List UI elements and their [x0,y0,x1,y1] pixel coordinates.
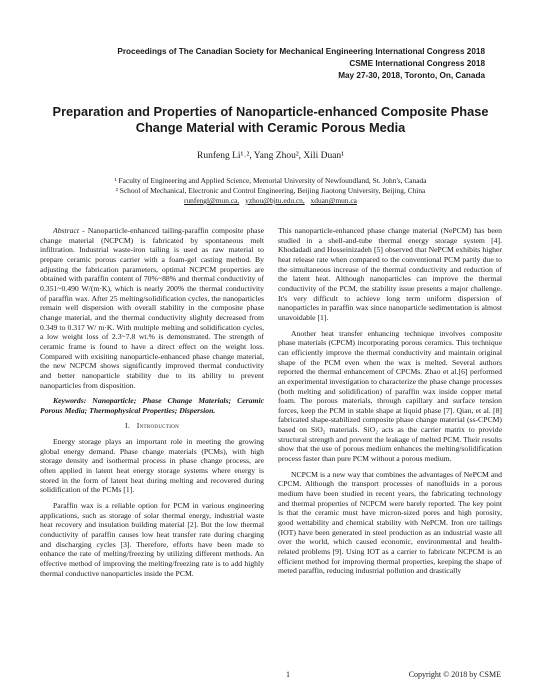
abstract [40,226,264,390]
body-paragraph: Another heat transfer enhancing technique involves composite phase materials (CPCM) incorporating porous ceramics. This technique can efficiently improve the thermal conductivity and maintain original shape of the PCM even when the wax is melted. Several authors reported the thermal enhancement of CPCMs. Zhao et al.[6] performed an experimental investigation to characterize the phase change processes (both melting and solidification) of paraffin wax inside copper metal foam. The porous materials, through capillary and surface tension forces, keep the PCM in stable shape at liquid phase [7]. Qian, et al. [8] fabricated shape-stabilized composite phase change material (ss-CPCM) based on SiO₂ materials. SiO₂ acts as the carrier matrix to provide structural strength and prevent the leakage of melted PCM. Their results show that the use of porous medium enhances the melting/solidification process faster than pure PCM without a porous medium. [278,328,502,464]
right-column [278,226,502,582]
body-paragraph: This nanoparticle-enhanced phase change material (NePCM) has been studied in a shell-and-tube thermal energy storage system [4]. Khodadadi and Hosseinizadeh [5] observed that NePCM exhibits higher heat release rate when compared to the conventional PCM partly due to the simultaneous increase of the thermal conductivity and reduction of the latent heat. Although nanoparticles can improve the thermal conductivity of the PCM, the stability issue presents a major challenge. It's very difficult to achieve long term uniform dispersion of nanoparticles in paraffin wax since nanoparticle sedimentation is almost unavoidable [1]. [278,226,502,322]
copyright-notice: Copyright © 2018 by CSME [408,670,501,679]
body-paragraph: Energy storage plays an important role in meeting the growing global energy demand. Phase change materials (PCMs), with high storage density and isothermal process in phase change process, are often applied in latent heat energy storage systems where energy is stored in the form of latent heat during melting and recovered during solidification of the PCMs [1]. [40,437,264,495]
section-title: Introduction [136,421,180,431]
section-numeral: I. [124,421,131,431]
email-link[interactable]: runfengl@mun.ca, [184,196,240,205]
page-number: 1 [286,670,290,679]
conference-date-line: May 27-30, 2018, Toronto, On, Canada [338,71,485,80]
email-list [30,196,511,206]
keywords-label: Keywords: [53,396,87,406]
paper-title: Preparation and Properties of Nanoparticle-enhanced Composite Phase Change Material with Ceramic Porous Media [52,104,489,135]
author-list: Runfeng Li¹˒², Yang Zhou², Xili Duan¹ [196,151,345,161]
keywords [40,396,264,415]
body-paragraph: NCPCM is a new way that combines the advantages of NePCM and CPCM. Although the transport processes of nanofluids in a porous medium have been studied in recent years, the fabricating technology and thermal properties of NCPCM were barely reported. The key point is that the ceramic must have micron-sized pores and high porosity, good wettability and chemical stability with NePCM. Iron ore tailings (IOT) have been generated in steel production as an industrial waste all over the world, which caused economic, environmental and health-related problems [9]. Using IOT as a carrier to fabricate NCPCM is an efficient method for improving thermal properties, keeping the shape of meted paraffin, reducing industrial pollution and drastically [278,469,502,576]
section-heading-introduction [40,421,264,431]
abstract-text: - Nanoparticle-enhanced tailing-paraffin composite phase change material (NCPCM) is fabricated by spontaneous melt infiltration. Industrial waste-iron tailing is used as raw material to prepare ceramic porous carrier with a foam-gel casting method. By adjusting the fabrication parameters, optimal NCPCM properties are obtained with paraffin content of 70%~88% and thermal conductivity of 0.351~0.490 W/(m·K), which is nearly 200% the thermal conductivity of paraffin wax. After 25 melting/solidification cycles, the nanoparticles remain well dispersion with overall stability in the composite phase change material, and the thermal conductivity slightly decreased from 0.349 to 0.317 W/ m·K. With multiple melting and solidification cycles, a low weight loss of 2.3~7.8 wt.% is demonstrated. The strength of ceramic frame is found to have a direct effect on the weight loss. Compared with exisiting nanoparticle-enhanced phase change material, the new NCPCM shows significantly improved thermal conductivity and better nanoparticle stability due to its ability to prevent nanoparticles from disposition. [40,226,264,390]
left-column [40,226,264,584]
affiliations [30,176,511,206]
keywords-text: Nanoparticle; Phase Change Materials; Ceramic Porous Media; Thermophysical Properties; Dispersion. [40,396,264,415]
conference-header [117,46,485,82]
conference-proceedings-line: Proceedings of The Canadian Society for Mechanical Engineering International Congress 2018 [117,47,485,56]
email-link[interactable]: yzhou@bjtu.edu.cn, [245,196,305,205]
email-link[interactable]: xduan@mun.ca [310,196,357,205]
body-paragraph: Paraffin wax is a reliable option for PCM in various engineering applications, such as storage of solar thermal energy, industrial waste heat recovery and insulation building material [2]. But the low thermal conductivity of paraffin causes low heat transfer rate during charging and discharging cycles [3]. Therefore, efforts have been made to enhance the rate of melting/freezing by utilizing different methods. An effective method of improving the melting/freezing rate is to add highly thermal conductive nanoparticles inside the PCM. [40,501,264,578]
abstract-label: Abstract [53,226,80,235]
affiliation-2: ² School of Mechanical, Electronic and Control Engineering, Beijing Jiaotong University, Beijing, China [115,186,426,195]
conference-name-line: CSME International Congress 2018 [349,59,485,68]
affiliation-1: ¹ Faculty of Engineering and Applied Science, Memorial University of Newfoundland, St. John's, Canada [114,176,427,185]
